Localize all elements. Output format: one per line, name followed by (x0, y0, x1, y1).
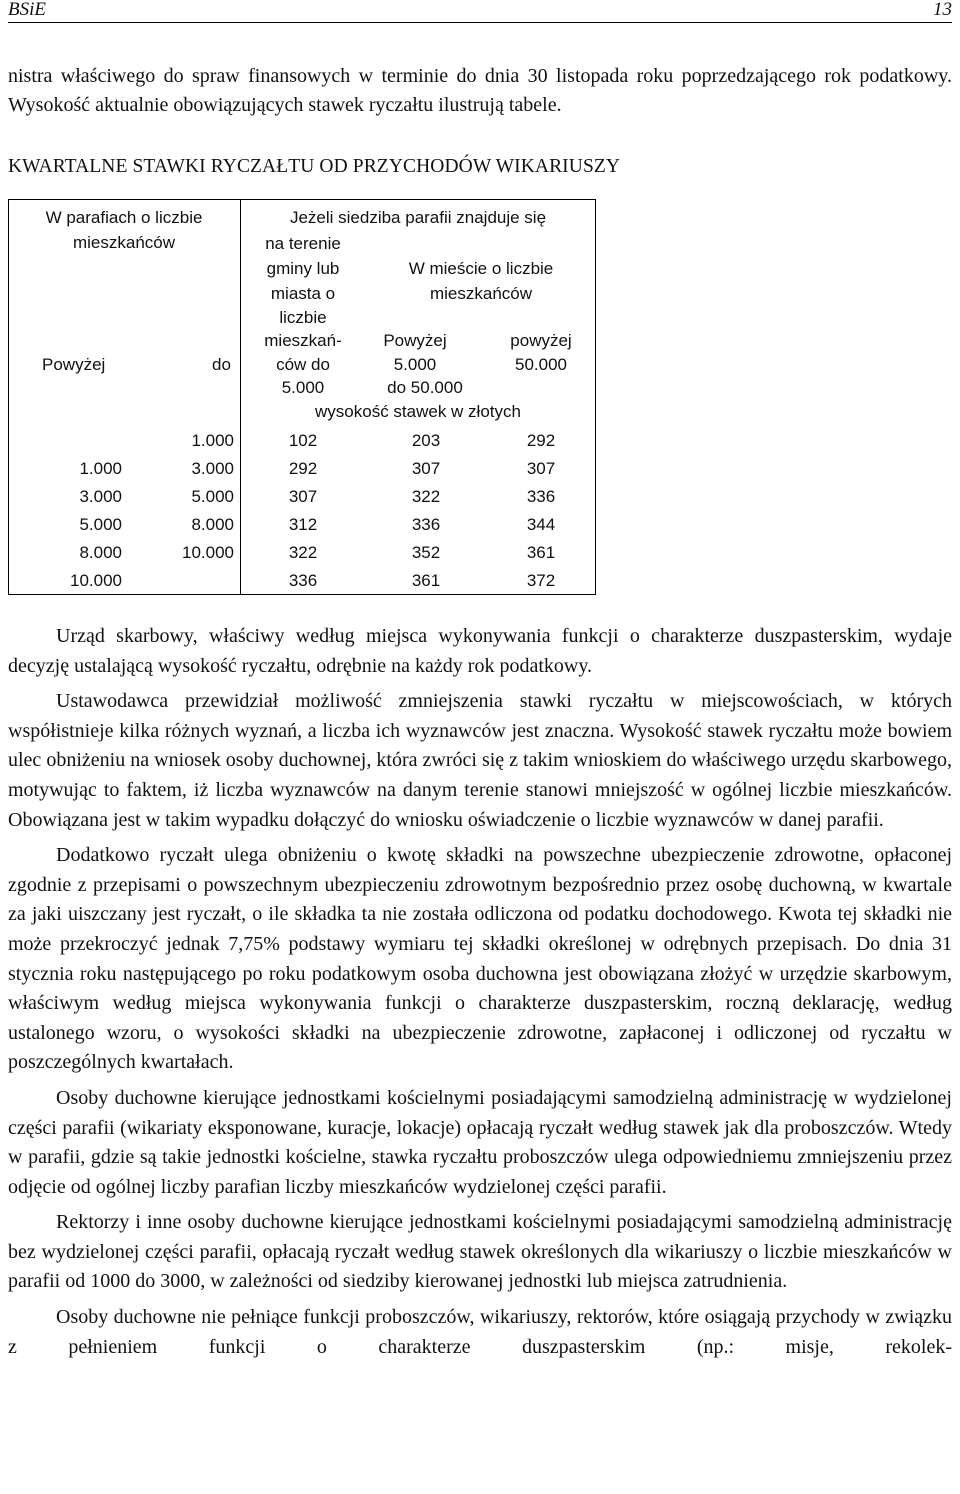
header-city-a-2: 5.000 (393, 355, 437, 374)
cell-city-b: 344 (526, 515, 556, 534)
cell-city-b: 292 (526, 431, 556, 450)
header-gmina-3: miasta o (270, 284, 336, 303)
header-city-a-1: Powyżej (383, 331, 447, 350)
cell-gmina: 336 (288, 571, 318, 590)
table-title: KWARTALNE STAWKI RYCZAŁTU OD PRZYCHODÓW WIKARIUSZY (8, 156, 621, 177)
header-gmina-4: liczbie (279, 308, 327, 327)
cell-city-b: 307 (526, 459, 556, 478)
cell-to: 3.000 (191, 459, 234, 478)
cell-to: 5.000 (191, 487, 234, 506)
cell-from: 10.000 (70, 571, 122, 590)
cell-city-a: 352 (411, 543, 441, 562)
paragraph: Osoby duchowne nie pełniące funkcji proboszczów, wikariuszy, rektorów, które osiągają przychody w związku z pełnieniem funkcji o charakterze duszpasterskim (np.: misje, rekolek- (8, 1306, 952, 1358)
journal-abbreviation: BSiE (8, 0, 46, 20)
page-number: 13 (933, 0, 952, 20)
header-city-2: mieszkańców (429, 284, 533, 303)
paragraph: Dodatkowo ryczałt ulega obniżeniu o kwotę składki na powszechne ubezpieczenie zdrowotne, opłaconej zgodnie z przepisami o powszechnym ubezpieczeniu zdrowotnym bezpośrednio przez osobę duchowną, w kwartale za jaki uiszczany jest ryczałt, o ile składka ta nie została odliczona od podatku dochodowego. Kwota tej składki nie może przekroczyć jednak 7,75% podstawy wymiaru tej składki określonej w odrębnych przepisach. Do dnia 31 stycznia roku następującego po roku podatkowym osoba duchowna jest obowiązana złożyć w urzędzie skarbowym, właściwym według miejsca wykonywania funkcji o charakterze duszpasterskim, roczną deklarację, według ustalonego wzoru, o wysokości składki na ubezpieczenie zdrowotne, zapłaconej i odliczonej od ryczałtu w poszczególnych kwartałach. (8, 844, 952, 1074)
header-gmina-7: 5.000 (281, 378, 325, 397)
cell-city-b: 361 (526, 543, 556, 562)
cell-gmina: 307 (288, 487, 318, 506)
cell-city-a: 307 (411, 459, 441, 478)
cell-city-a: 322 (411, 487, 441, 506)
intro-paragraph: nistra właściwego do spraw finansowych w terminie do dnia 30 listopada roku poprzedzającego rok podatkowy. Wysokość aktualnie obowiązujących stawek ryczałtu ilustrują tabele. (8, 65, 952, 116)
header-from: Powyżej (42, 355, 106, 374)
rates-table (0, 0, 960, 600)
cell-city-b: 372 (526, 571, 556, 590)
body-text (8, 622, 952, 1368)
header-city-b-2: 50.000 (515, 355, 567, 374)
header-to: do (212, 355, 231, 374)
header-seat: Jeżeli siedziba parafii znajduje się (289, 208, 547, 227)
header-gmina-6: ców do (276, 355, 330, 374)
paragraph: Rektorzy i inne osoby duchowne kierujące jednostkami kościelnymi posiadającymi samodzielną administrację bez wydzielonej części parafii, opłacają ryczałt według stawek określonych dla wikariuszy o liczbie mieszkańców w parafii od 1000 do 3000, w zależności od siedziby kierowanej jednostki lub miejsca zatrudnienia. (8, 1211, 952, 1293)
cell-from: 1.000 (79, 459, 122, 478)
cell-gmina: 322 (288, 543, 318, 562)
unit-row: wysokość stawek w złotych (315, 402, 521, 421)
cell-from: 3.000 (79, 487, 122, 506)
paragraph: Osoby duchowne kierujące jednostkami kościelnymi posiadającymi samodzielną administrację w wydzielonej części parafii (wikariaty eksponowane, kuracje, lokacje) opłacają ryczałt według stawek jak dla proboszczów. Wtedy w parafii, gdzie są takie jednostki kościelne, stawka ryczałtu proboszczów ulega odpowiedniemu zmniejszeniu przez odjęcie od ogólnej liczby parafian liczby mieszkańców wydzielonej części parafii. (8, 1086, 952, 1198)
cell-from: 8.000 (79, 543, 122, 562)
cell-city-a: 203 (411, 431, 441, 450)
header-gmina-2: gminy lub (266, 259, 340, 278)
cell-gmina: 102 (288, 431, 318, 450)
cell-city-b: 336 (526, 487, 556, 506)
cell-city-a: 336 (411, 515, 441, 534)
cell-from: 5.000 (79, 515, 122, 534)
cell-gmina: 292 (288, 459, 318, 478)
header-parishes-line1: W parafiach o liczbie (45, 208, 203, 227)
header-gmina-1: na terenie (265, 234, 341, 253)
header-city-b-1: powyżej (510, 331, 572, 350)
cell-gmina: 312 (288, 515, 318, 534)
paragraph: Ustawodawca przewidział możliwość zmniejszenia stawki ryczałtu w miejscowościach, w których współistnieje kilka różnych wyznań, a liczba ich wyznawców jest znaczna. Wysokość stawek ryczałtu może bowiem ulec obniżeniu na wniosek osoby duchownej, która zwróci się z takim wnioskiem do właściwego urzędu skarbowego, motywując to faktem, iż liczba wyznawców na danym terenie stanowi mniejszość w ogólnej liczbie mieszkańców. Obowiązana jest w takim wypadku dołączyć do wniosku oświadczenie o liczbie wyznawców w danej parafii. (8, 690, 952, 831)
cell-to: 10.000 (182, 543, 234, 562)
header-city-1: W mieście o liczbie (408, 259, 554, 278)
cell-to: 1.000 (191, 431, 234, 450)
header-gmina-5: mieszkań- (264, 331, 342, 350)
paragraph: Urząd skarbowy, właściwy według miejsca wykonywania funkcji o charakterze duszpasterskim, wydaje decyzję ustalającą wysokość ryczałtu, odrębnie na każdy rok podatkowy. (8, 625, 952, 677)
cell-city-a: 361 (411, 571, 441, 590)
header-city-a-3: do 50.000 (387, 378, 463, 397)
cell-to: 8.000 (191, 515, 234, 534)
header-parishes-line2: mieszkańców (72, 233, 176, 252)
